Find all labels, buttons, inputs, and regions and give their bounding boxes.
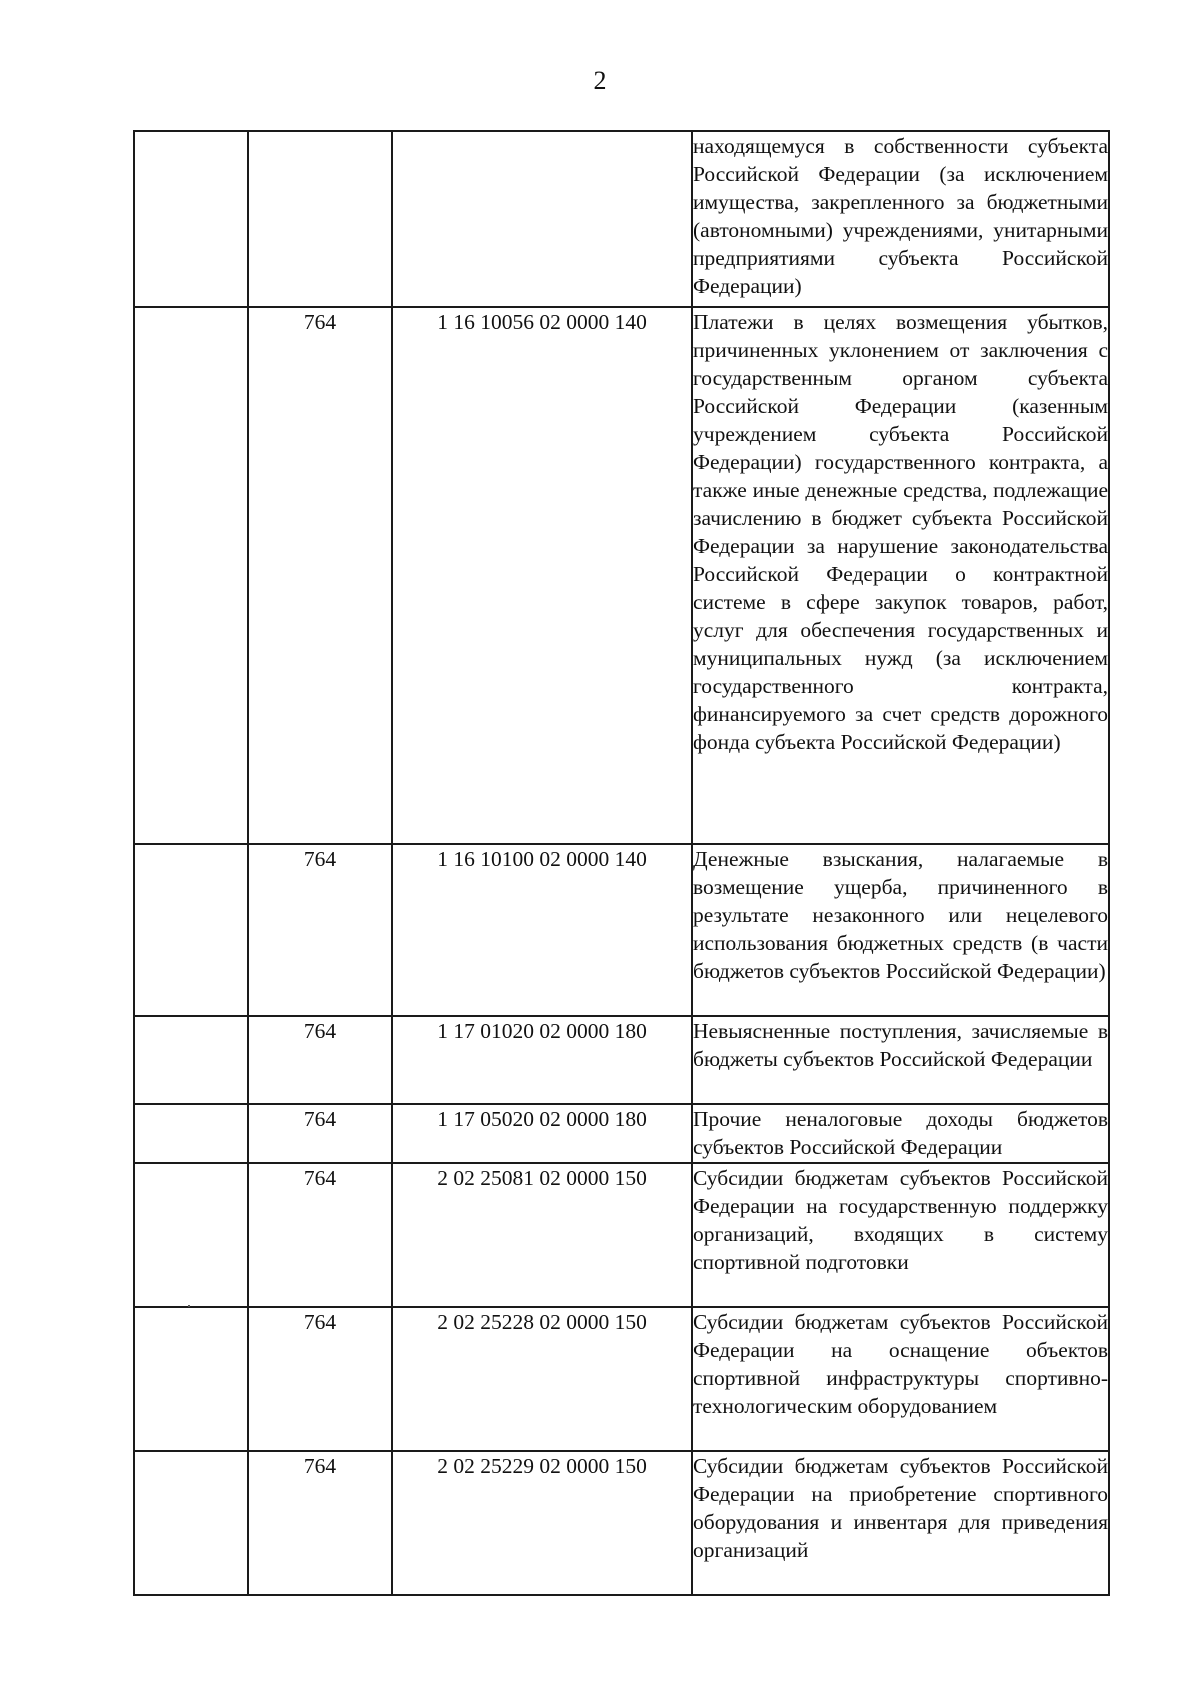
- kbk-code-cell: [392, 1163, 692, 1307]
- empty-cell: [134, 844, 248, 1016]
- table-row: [134, 1163, 1109, 1307]
- empty-cell: [134, 1016, 248, 1104]
- admin-code-cell: [248, 307, 392, 844]
- admin-code: 764: [303, 1166, 337, 1190]
- kbk-code-cell: [392, 131, 692, 307]
- table-row: [134, 844, 1109, 1016]
- admin-code-cell: [248, 1451, 392, 1595]
- kbk-code: 2 02 25081 02 0000 150: [437, 1166, 647, 1190]
- kbk-code-cell: [392, 1451, 692, 1595]
- kbk-code: 1 16 10056 02 0000 140: [437, 310, 647, 334]
- description-cell: [692, 1104, 1109, 1163]
- income-description: Денежные взыскания, налагаемые в возмещение ущерба, причиненного в результате незаконного или нецелевого использования бюджетных средств (в части бюджетов субъектов Российской Федерации): [693, 847, 1108, 983]
- description-cell: [692, 1016, 1109, 1104]
- admin-code-cell: [248, 1163, 392, 1307]
- admin-code-cell: [248, 131, 392, 307]
- table-row: [134, 131, 1109, 307]
- description-cell: [692, 844, 1109, 1016]
- admin-code: 764: [303, 310, 337, 334]
- description-cell: [692, 1307, 1109, 1451]
- kbk-code-cell: [392, 844, 692, 1016]
- empty-cell: [134, 1307, 248, 1451]
- admin-code-cell: [248, 1307, 392, 1451]
- table-row: [134, 1451, 1109, 1595]
- table-row: [134, 1016, 1109, 1104]
- empty-cell: [134, 1451, 248, 1595]
- income-description: Субсидии бюджетам субъектов Российской Федерации на оснащение объектов спортивной инфраструктуры спортивно-технологическим оборудованием: [693, 1310, 1108, 1418]
- table-row: [134, 307, 1109, 844]
- description-cell: [692, 1163, 1109, 1307]
- income-description: находящемуся в собственности субъекта Российской Федерации (за исключением имущества, закрепленного за бюджетными (автономными) учреждениями, унитарными предприятиями субъекта Российской Федерации): [693, 134, 1108, 298]
- empty-cell: [134, 1104, 248, 1163]
- kbk-code-cell: [392, 307, 692, 844]
- admin-code: 764: [303, 1310, 337, 1334]
- income-description: Платежи в целях возмещения убытков, причиненных уклонением от заключения с государственным органом субъекта Российской Федерации (казенным учреждением субъекта Российской Федерации) государственного контракта, а также иные денежные средства, подлежащие зачислению в бюджет субъекта Российской Федерации за нарушение законодательства Российской Федерации о контрактной системе в сфере закупок товаров, работ, услуг для обеспечения государственных и муниципальных нужд (за исключением государственного контракта, финансируемого за счет средств дорожного фонда субъекта Российской Федерации): [693, 310, 1108, 754]
- admin-code: 764: [303, 1107, 337, 1131]
- admin-code-cell: [248, 1104, 392, 1163]
- admin-code: 764: [303, 1454, 337, 1478]
- kbk-code: 1 16 10100 02 0000 140: [437, 847, 647, 871]
- income-codes-table: [133, 130, 1110, 1596]
- admin-code: 764: [303, 847, 337, 871]
- income-description: Субсидии бюджетам субъектов Российской Федерации на государственную поддержку организаций, входящих в систему спортивной подготовки: [693, 1166, 1108, 1274]
- admin-code: 764: [303, 1019, 337, 1043]
- description-cell: [692, 131, 1109, 307]
- kbk-code-cell: [392, 1104, 692, 1163]
- kbk-code: 1 17 01020 02 0000 180: [437, 1019, 647, 1043]
- table-row: [134, 1104, 1109, 1163]
- empty-cell: [134, 307, 248, 844]
- kbk-code: 1 17 05020 02 0000 180: [437, 1107, 647, 1131]
- kbk-code-cell: [392, 1016, 692, 1104]
- kbk-code-cell: [392, 1307, 692, 1451]
- description-cell: [692, 307, 1109, 844]
- income-description: Субсидии бюджетам субъектов Российской Федерации на приобретение спортивного оборудования и инвентаря для приведения организаций: [693, 1454, 1108, 1562]
- kbk-code: 2 02 25228 02 0000 150: [437, 1310, 647, 1334]
- kbk-code: 2 02 25229 02 0000 150: [437, 1454, 647, 1478]
- description-cell: [692, 1451, 1109, 1595]
- scan-speck: [188, 1305, 190, 1307]
- table-row: [134, 1307, 1109, 1451]
- page-number: 2: [593, 66, 607, 95]
- admin-code-cell: [248, 1016, 392, 1104]
- income-description: Невыясненные поступления, зачисляемые в бюджеты субъектов Российской Федерации: [693, 1019, 1108, 1071]
- income-description: Прочие неналоговые доходы бюджетов субъектов Российской Федерации: [693, 1107, 1108, 1159]
- admin-code-cell: [248, 844, 392, 1016]
- empty-cell: [134, 1163, 248, 1307]
- empty-cell: [134, 131, 248, 307]
